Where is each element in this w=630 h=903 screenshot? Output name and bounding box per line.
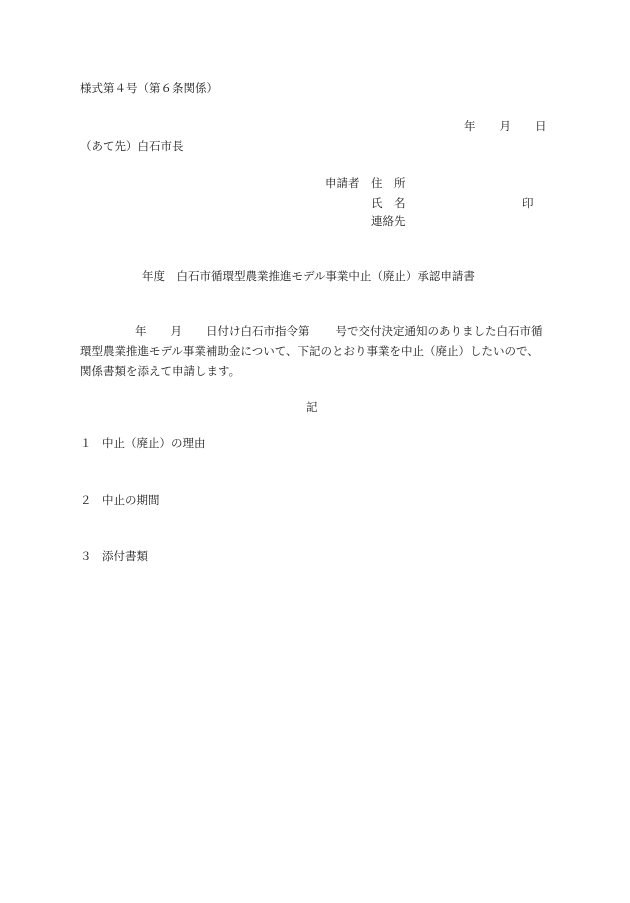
date-line xyxy=(464,118,547,134)
item-label: 中止の期間 xyxy=(102,493,160,507)
list-item xyxy=(80,492,160,508)
body-paragraph xyxy=(80,321,552,381)
address-label: 住 所 xyxy=(371,176,406,190)
ki-heading: 記 xyxy=(306,400,318,414)
body-line-2: 環型農業推進モデル事業補助金について、下記のとおり事業を中止（廃止）したいので、 xyxy=(80,344,539,358)
applicant-label: 申請者 xyxy=(325,176,360,190)
item-label: 添付書類 xyxy=(102,549,148,563)
date-year: 年 xyxy=(464,119,476,133)
body-line-3: 関係書類を添えて申請します。 xyxy=(80,364,241,378)
item-label: 中止（廃止）の理由 xyxy=(102,436,206,450)
item-number: ３ xyxy=(80,549,92,563)
name-label: 氏 名 xyxy=(371,196,406,210)
body-month: 月 xyxy=(170,324,182,338)
document-title: 年度 白石市循環型農業推進モデル事業中止（廃止）承認申請書 xyxy=(142,269,475,283)
list-item xyxy=(80,548,148,564)
item-number: １ xyxy=(80,436,92,450)
form-number: 様式第４号（第６条関係） xyxy=(80,81,218,95)
addressee: （あて先）白石市長 xyxy=(80,139,184,153)
body-text-a: 日付け白石市指令第 xyxy=(206,324,310,338)
contact-label: 連絡先 xyxy=(371,214,406,228)
body-text-b: 号で交付決定通知のありました白石市循 xyxy=(335,324,543,338)
body-year: 年 xyxy=(135,324,147,338)
list-item xyxy=(80,435,206,451)
body-line-1 xyxy=(80,321,552,341)
date-month: 月 xyxy=(499,119,511,133)
seal-mark: 印 xyxy=(522,196,534,210)
date-day: 日 xyxy=(535,119,547,133)
item-number: ２ xyxy=(80,493,92,507)
